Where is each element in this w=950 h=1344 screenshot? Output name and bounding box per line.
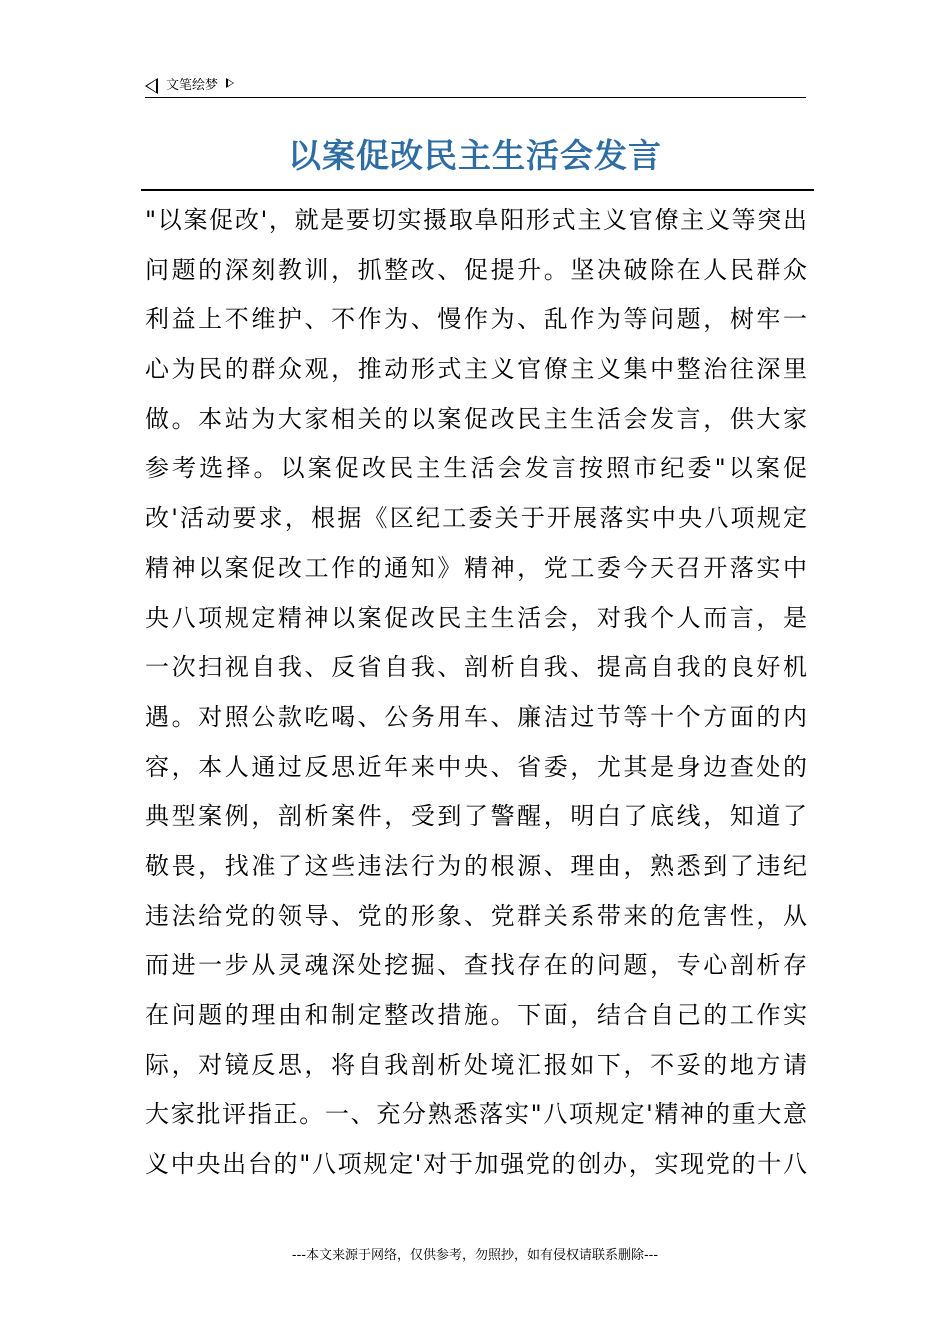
body-line: 典型案例，剖析案件，受到了警醒，明白了底线，知道了 <box>145 802 807 831</box>
body-line: 改'活动要求，根据《区纪工委关于开展落实中央八项规定 <box>145 504 807 533</box>
body-line: 问题的深刻教训，抓整改、促提升。坚决破除在人民群众 <box>145 255 807 284</box>
body-line: 参考选择。以案促改民主生活会发言按照市纪委"以案促 <box>145 454 807 483</box>
body-line: 心为民的群众观，推动形式主义官僚主义集中整治往深里 <box>145 355 807 384</box>
body-line: 违法给党的领导、党的形象、党群关系带来的危害性，从 <box>145 901 807 930</box>
triangle-left-icon <box>145 78 158 94</box>
footer-notice: ---本文来源于网络，仅供参考，勿照抄，如有侵权请联系删除--- <box>291 1248 659 1263</box>
body-line: 容，本人通过反思近年来中央、省委，尤其是身边查处的 <box>145 752 807 781</box>
body-line: 精神以案促改工作的通知》精神，党工委今天召开落实中 <box>145 553 807 582</box>
body-line: 敬畏，找准了这些违法行为的根源、理由，熟悉到了违纪 <box>145 851 807 880</box>
document-title: 以案促改民主生活会发言 <box>288 136 662 175</box>
body-line: 央八项规定精神以案促改民主生活会，对我个人而言，是 <box>145 603 807 632</box>
body-line: 利益上不维护、不作为、慢作为、乱作为等问题，树牢一 <box>145 305 807 334</box>
body-line: 遇。对照公款吃喝、公务用车、廉洁过节等十个方面的内 <box>145 702 807 731</box>
body-line: 在问题的理由和制定整改措施。下面，结合自己的工作实 <box>145 1001 807 1029</box>
body-line: 义中央出台的"八项规定'对于加强党的创办，实现党的十八 <box>145 1150 807 1179</box>
title-divider <box>141 189 814 191</box>
body-line: 做。本站为大家相关的以案促改民主生活会发言，供大家 <box>145 404 807 433</box>
body-line: 大家批评指正。一、充分熟悉落实"八项规定'精神的重大意 <box>145 1100 807 1129</box>
brand-name: 文笔绘梦 <box>166 78 219 93</box>
triangle-right-icon <box>226 78 234 88</box>
document-body <box>145 196 807 1190</box>
header-divider <box>145 97 806 98</box>
page-header <box>145 74 805 98</box>
body-line: 际，对镜反思，将自我剖析处境汇报如下，不妥的地方请 <box>145 1050 807 1079</box>
body-line: 而进一步从灵魂深处挖掘、查找存在的问题，专心剖析存 <box>145 951 807 980</box>
body-line: 一次扫视自我、反省自我、剖析自我、提高自我的良好机 <box>145 653 807 682</box>
body-line: "以案促改'，就是要切实摄取阜阳形式主义官僚主义等突出 <box>145 206 807 234</box>
